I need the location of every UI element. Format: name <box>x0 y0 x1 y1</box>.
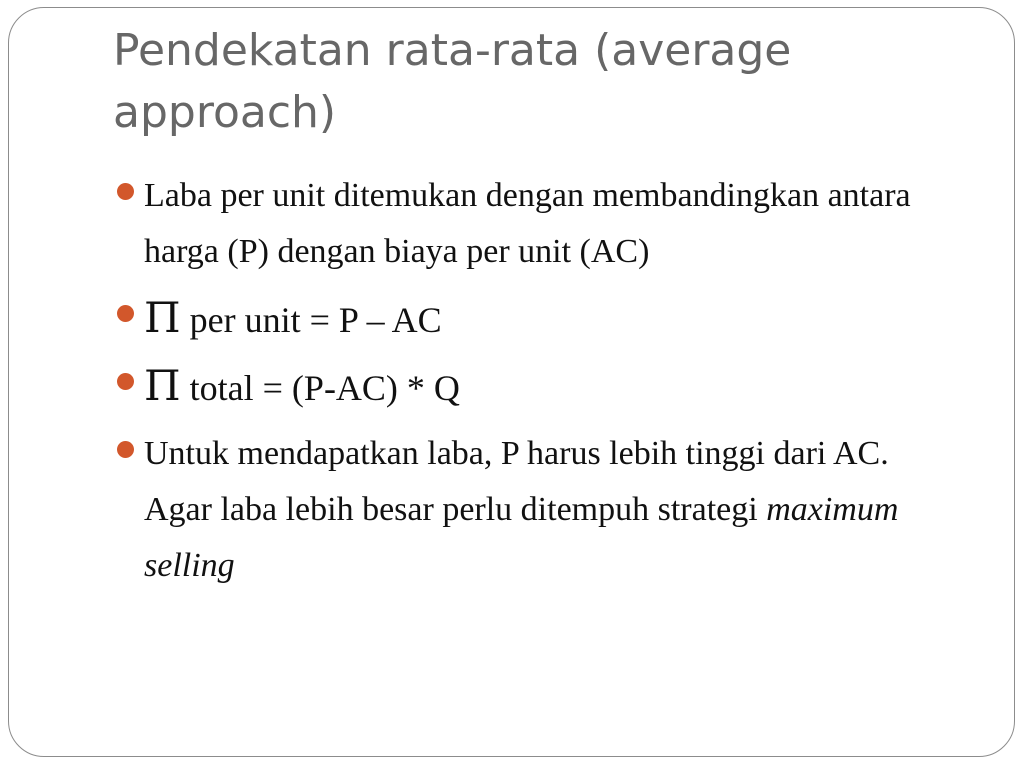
bullet-item-total-profit-formula <box>115 358 915 418</box>
slide-title: Pendekatan rata-rata (average approach) <box>113 25 792 138</box>
bullet-item-profit-per-unit-formula <box>115 290 915 350</box>
bullet-item-profit-per-unit-definition <box>115 168 915 280</box>
bullet-dot-icon <box>117 183 134 200</box>
pi-symbol: Π <box>144 293 181 342</box>
bullet-dot-icon <box>117 373 134 390</box>
bullet-dot-icon <box>117 305 134 322</box>
bullet-text: Laba per unit ditemukan dengan membandingkan antara harga (P) dengan biaya per unit (AC) <box>144 177 911 270</box>
pi-symbol: Π <box>144 361 181 410</box>
bullet-text: Untuk mendapatkan laba, P harus lebih tinggi dari AC. Agar laba lebih besar perlu ditempuh strategi <box>144 435 889 528</box>
formula-text: total = (P-AC) * Q <box>180 368 460 408</box>
emphasis-text: maximum selling <box>144 491 899 584</box>
bullet-item-maximum-selling-strategy <box>115 426 915 594</box>
bullet-list <box>115 168 915 594</box>
formula-text: per unit = P – AC <box>180 300 442 340</box>
bullet-dot-icon <box>117 441 134 458</box>
